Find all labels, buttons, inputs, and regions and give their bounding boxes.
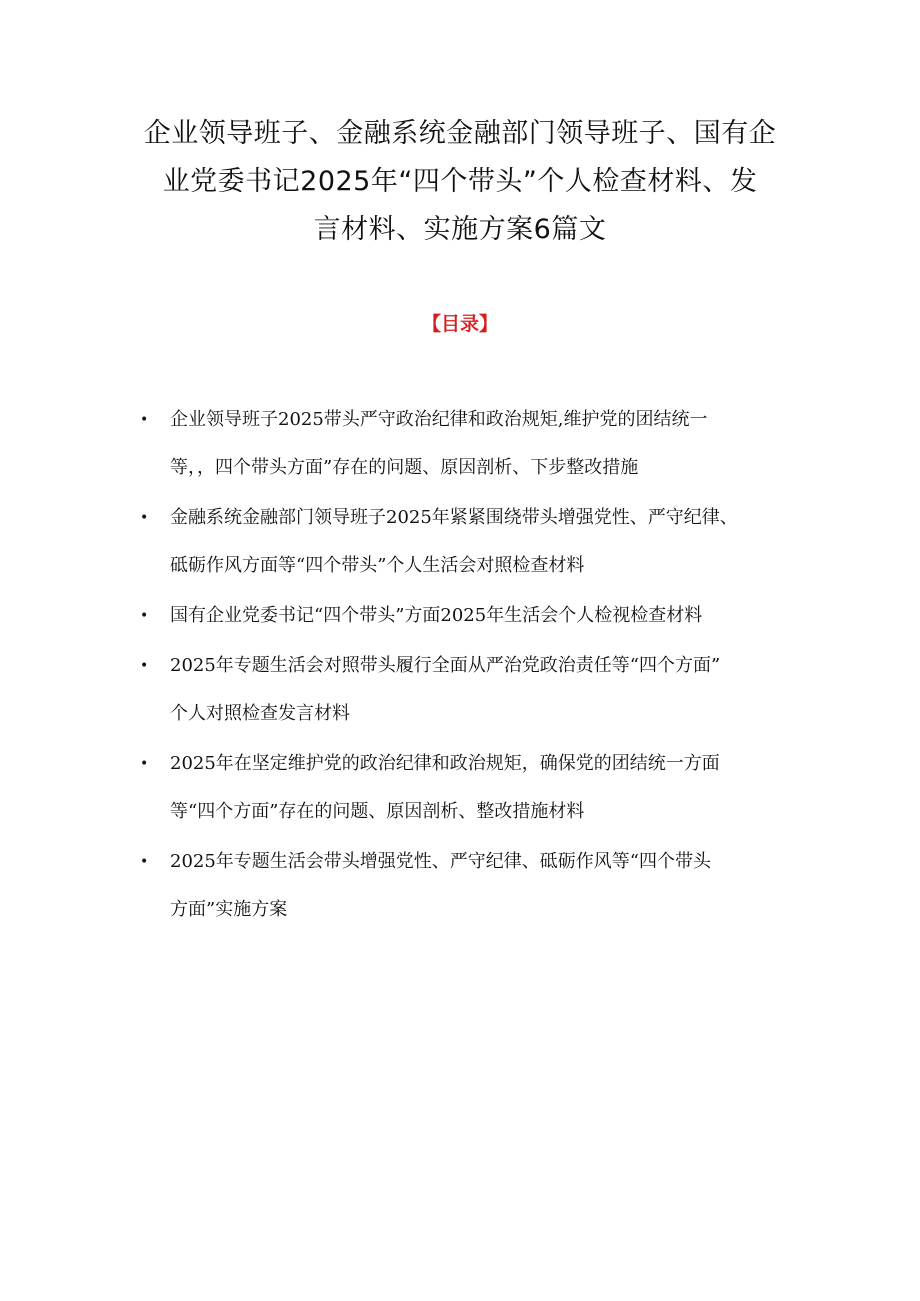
document-title [120, 110, 800, 254]
toc-item-line: 等，，四个带头方面”存在的问题、原因剖析、下步整改措施 [170, 457, 639, 478]
toc-item [140, 494, 800, 590]
toc-list [140, 396, 800, 936]
toc-item [140, 592, 800, 640]
toc-item-line: 个人对照检查发言材料 [170, 703, 350, 724]
title-line: 业党委书记2025年“四个带头”个人检查材料、发 [162, 166, 758, 197]
toc-item-line: 金融系统金融部门领导班子2025年紧紧围绕带头增强党性、严守纪律、 [170, 507, 738, 528]
toc-item-line: 国有企业党委书记“四个带头”方面2025年生活会个人检视检查材料 [170, 605, 703, 626]
bullet-icon: • [140, 412, 149, 428]
toc-heading: 【目录】 [421, 313, 498, 335]
toc-item-line: 等“四个方面”存在的问题、原因剖析、整改措施材料 [170, 801, 585, 822]
toc-item-line: 2025年专题生活会带头增强党性、严守纪律、砥砺作风等“四个带头 [170, 851, 712, 872]
toc-item-line: 企业领导班子2025带头严守政治纪律和政治规矩,维护党的团结统一 [170, 409, 708, 430]
title-line: 企业领导班子、金融系统金融部门领导班子、国有企 [143, 118, 777, 149]
bullet-icon: • [140, 658, 149, 674]
toc-item [140, 740, 800, 836]
toc-item-line: 2025年专题生活会对照带头履行全面从严治党政治责任等“四个方面” [170, 655, 721, 676]
bullet-icon: • [140, 854, 149, 870]
toc-item [140, 642, 800, 738]
bullet-icon: • [140, 756, 149, 772]
bullet-icon: • [140, 608, 149, 624]
bullet-icon: • [140, 510, 149, 526]
title-line: 言材料、实施方案6篇文 [313, 214, 607, 245]
toc-item [140, 396, 800, 492]
toc-item-line: 方面”实施方案 [170, 899, 288, 920]
toc-item-line: 2025年在坚定维护党的政治纪律和政治规矩，确保党的团结统一方面 [170, 753, 720, 774]
toc-item-line: 砥砺作风方面等“四个带头”个人生活会对照检查材料 [170, 555, 585, 576]
toc-item [140, 838, 800, 934]
